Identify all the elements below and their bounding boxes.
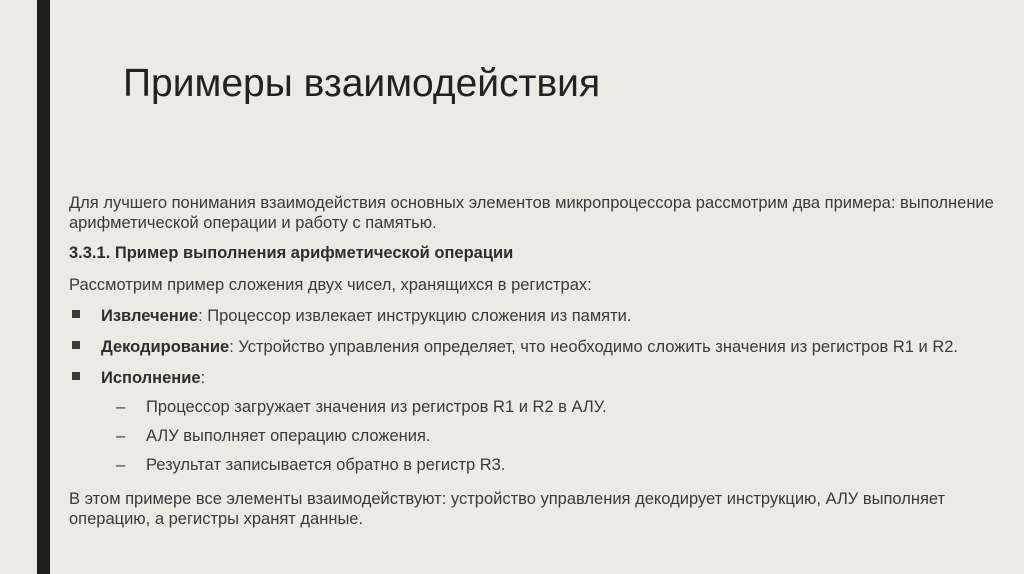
sub-item-text: Результат записывается обратно в регистр R3. — [146, 456, 506, 474]
text-execution: : — [200, 369, 206, 387]
sub-item — [69, 426, 999, 446]
term-decoding: Декодирование — [101, 338, 230, 356]
list-item-execution — [69, 368, 999, 388]
slide-body — [69, 193, 999, 529]
square-bullet-icon — [72, 341, 80, 349]
sub-item — [69, 455, 999, 475]
section-heading — [69, 243, 999, 263]
sub-item-text: Процессор загружает значения из регистров R1 и R2 в АЛУ. — [146, 398, 607, 416]
execution-substeps — [69, 397, 999, 475]
slide-title: Примеры взаимодействия — [123, 62, 601, 105]
dash-icon: – — [116, 427, 126, 445]
term-execution: Исполнение — [101, 369, 201, 387]
sub-item-text: АЛУ выполняет операцию сложения. — [146, 427, 431, 445]
steps-list — [69, 306, 999, 388]
list-item-extraction — [69, 306, 999, 326]
square-bullet-icon — [72, 372, 80, 380]
sub-item — [69, 397, 999, 417]
term-extraction: Извлечение — [101, 307, 199, 325]
text-decoding: : Устройство управления определяет, что необходимо сложить значения из регистров R1 и R2. — [229, 338, 958, 356]
text-extraction: : Процессор извлекает инструкцию сложения из памяти. — [198, 307, 632, 325]
intro-paragraph: Для лучшего понимания взаимодействия основных элементов микропроцессора рассмотрим два примера: выполнение арифметической операции и работу с памятью. — [69, 194, 994, 232]
square-bullet-icon — [72, 310, 80, 318]
conclusion-paragraph: В этом примере все элементы взаимодействуют: устройство управления декодирует инструкцию, АЛУ выполняет операцию, а регистры хранят данные. — [69, 490, 946, 528]
list-item-decoding — [69, 337, 999, 357]
left-accent-bar — [37, 0, 50, 574]
example-intro: Рассмотрим пример сложения двух чисел, хранящихся в регистрах: — [69, 276, 592, 294]
dash-icon: – — [116, 456, 126, 474]
section-heading-text: 3.3.1. Пример выполнения арифметической операции — [69, 244, 514, 262]
dash-icon: – — [116, 398, 126, 416]
